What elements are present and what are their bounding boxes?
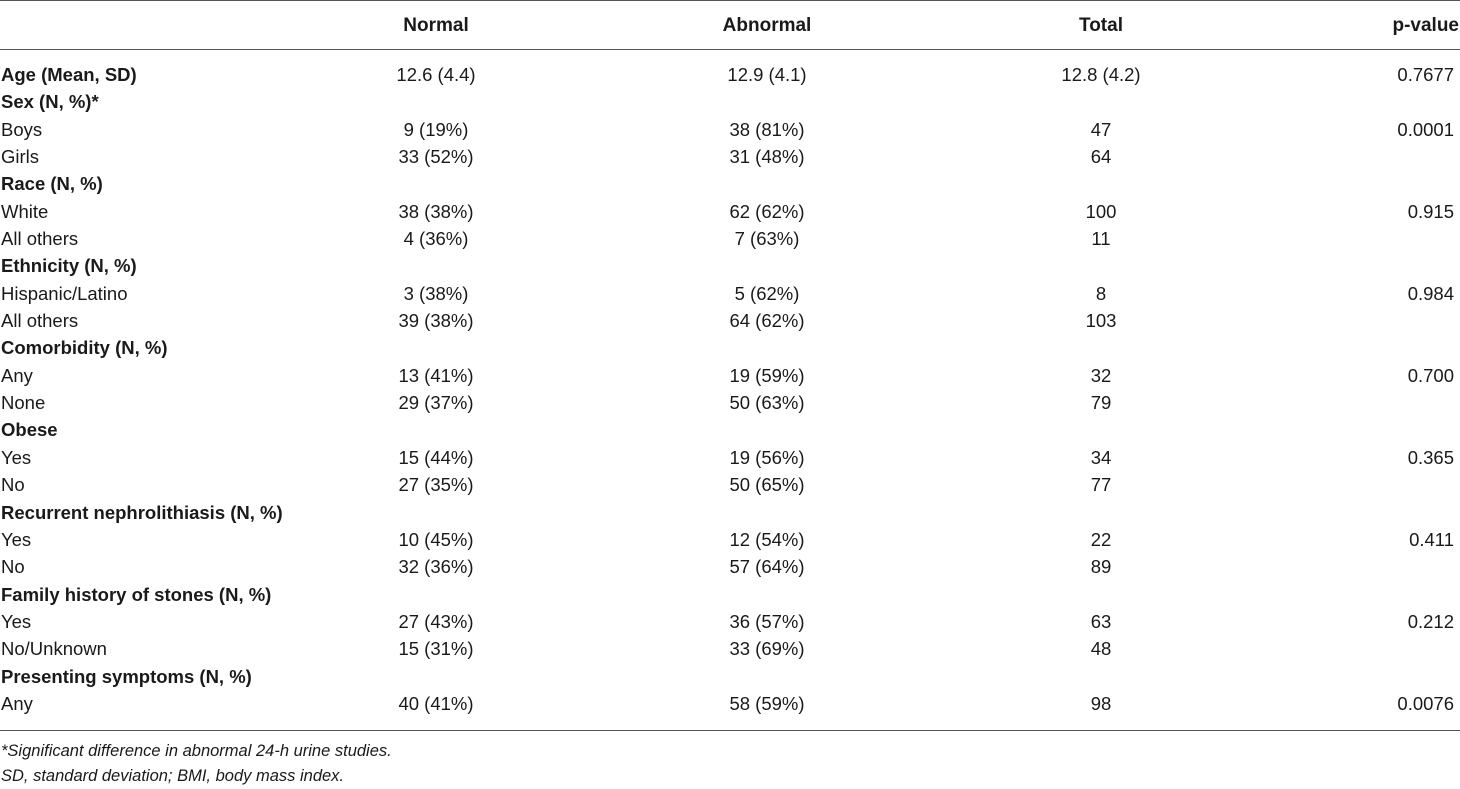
cell-total: 103 [1085,310,1117,332]
table-row [0,308,1460,335]
row-label: Yes [1,528,32,550]
cell-normal: 40 (41%) [398,692,474,714]
row-label: Family history of stones (N, %) [1,583,272,605]
header-total: Total [1079,15,1123,36]
table-section-row [0,253,1460,280]
cell-normal: 9 (19%) [403,118,469,140]
cell-p-value: 0.365 [1407,446,1454,468]
cell-abnormal: 33 (69%) [729,638,805,660]
table-body [0,62,1460,718]
row-label: All others [1,228,79,250]
table-row [0,527,1460,554]
row-label: Recurrent nephrolithiasis (N, %) [1,501,283,523]
cell-total: 22 [1090,528,1112,550]
footnotes [1,739,1459,789]
row-label: None [1,392,46,414]
table-row [0,691,1460,718]
header-p-value: p-value [1392,15,1459,36]
table-row [0,363,1460,390]
row-label: Any [1,692,33,714]
cell-abnormal: 64 (62%) [729,310,805,332]
row-label: Yes [1,610,32,632]
row-label: Race (N, %) [1,173,103,195]
table-section-row [0,62,1460,89]
cell-total: 64 [1090,146,1112,168]
table-row [0,554,1460,581]
footnote-abbreviations: SD, standard deviation; BMI, body mass index. [1,767,345,785]
cell-p-value: 0.0076 [1397,692,1454,714]
cell-total: 32 [1090,364,1112,386]
cell-abnormal: 38 (81%) [729,118,805,140]
table-row [0,226,1460,253]
row-label: Boys [1,118,43,140]
cell-abnormal: 36 (57%) [729,610,805,632]
cell-p-value: 0.0001 [1397,118,1454,140]
cell-abnormal: 50 (63%) [729,392,805,414]
table-section-row [0,89,1460,116]
cell-abnormal: 19 (59%) [729,364,805,386]
table-row [0,117,1460,144]
cell-abnormal: 50 (65%) [729,474,805,496]
cell-total: 11 [1091,228,1111,250]
cell-total: 47 [1090,118,1112,140]
cell-abnormal: 7 (63%) [734,228,800,250]
cell-abnormal: 62 (62%) [729,200,805,222]
row-label: Presenting symptoms (N, %) [1,665,252,687]
cell-abnormal: 31 (48%) [729,146,805,168]
table-row [0,445,1460,472]
cell-abnormal: 12 (54%) [729,528,805,550]
table-section-row [0,500,1460,527]
table-header [0,0,1460,49]
table-section-row [0,171,1460,198]
cell-normal: 27 (43%) [398,610,474,632]
row-label: All others [1,310,79,332]
cell-abnormal: 58 (59%) [729,692,805,714]
cell-normal: 33 (52%) [398,146,474,168]
cell-total: 63 [1090,610,1112,632]
row-label: Ethnicity (N, %) [1,255,137,277]
table-bottom-rule [0,730,1460,731]
row-label: No [1,474,25,496]
row-label: Comorbidity (N, %) [1,337,168,359]
cell-normal: 10 (45%) [398,528,474,550]
row-label: Sex (N, %)* [1,91,99,113]
cell-normal: 15 (44%) [398,446,474,468]
cell-total: 98 [1090,692,1112,714]
table-row [0,636,1460,663]
cell-p-value: 0.915 [1407,200,1454,222]
footnote-significance: *Significant difference in abnormal 24-h urine studies. [1,742,392,760]
row-label: Any [1,364,33,386]
table-row [0,472,1460,499]
row-label: Yes [1,446,32,468]
cell-normal: 38 (38%) [398,200,474,222]
cell-normal: 15 (31%) [398,638,474,660]
cell-total: 79 [1090,392,1112,414]
cell-total: 34 [1090,446,1112,468]
table-row [0,144,1460,171]
cell-p-value: 0.212 [1407,610,1454,632]
header-normal: Normal [403,15,469,36]
cell-normal: 39 (38%) [398,310,474,332]
cell-total: 8 [1095,282,1107,304]
cell-p-value: 0.984 [1407,282,1454,304]
cell-total: 89 [1090,556,1112,578]
table-section-row [0,582,1460,609]
cell-abnormal: 12.9 (4.1) [727,64,807,85]
row-label: No [1,556,25,578]
cell-normal: 4 (36%) [403,228,469,250]
cell-normal: 32 (36%) [398,556,474,578]
table-row [0,390,1460,417]
cell-p-value: 0.700 [1407,364,1454,386]
cell-abnormal: 19 (56%) [729,446,805,468]
row-label: Obese [1,419,58,441]
cell-total: 100 [1085,200,1117,222]
cell-normal: 12.6 (4.4) [396,64,476,85]
cell-normal: 13 (41%) [398,364,474,386]
cell-p-value: 0.7677 [1397,64,1454,85]
header-abnormal: Abnormal [722,15,812,36]
table-row [0,199,1460,226]
cell-total: 48 [1090,638,1112,660]
cell-normal: 29 (37%) [398,392,474,414]
table-section-row [0,417,1460,444]
cell-abnormal: 5 (62%) [734,282,800,304]
table-section-row [0,664,1460,691]
row-label: White [1,200,49,222]
cell-total: 12.8 (4.2) [1061,64,1141,85]
cell-normal: 27 (35%) [398,474,474,496]
row-label: Hispanic/Latino [1,282,128,304]
row-label: Age (Mean, SD) [1,64,137,85]
cell-total: 77 [1090,474,1112,496]
cell-abnormal: 57 (64%) [729,556,805,578]
table-row [0,281,1460,308]
cell-p-value: 0.411 [1409,528,1454,550]
table-header-rule [0,49,1460,50]
row-label: Girls [1,146,40,168]
table-row [0,609,1460,636]
cell-normal: 3 (38%) [403,282,469,304]
table-section-row [0,335,1460,362]
row-label: No/Unknown [1,638,107,660]
